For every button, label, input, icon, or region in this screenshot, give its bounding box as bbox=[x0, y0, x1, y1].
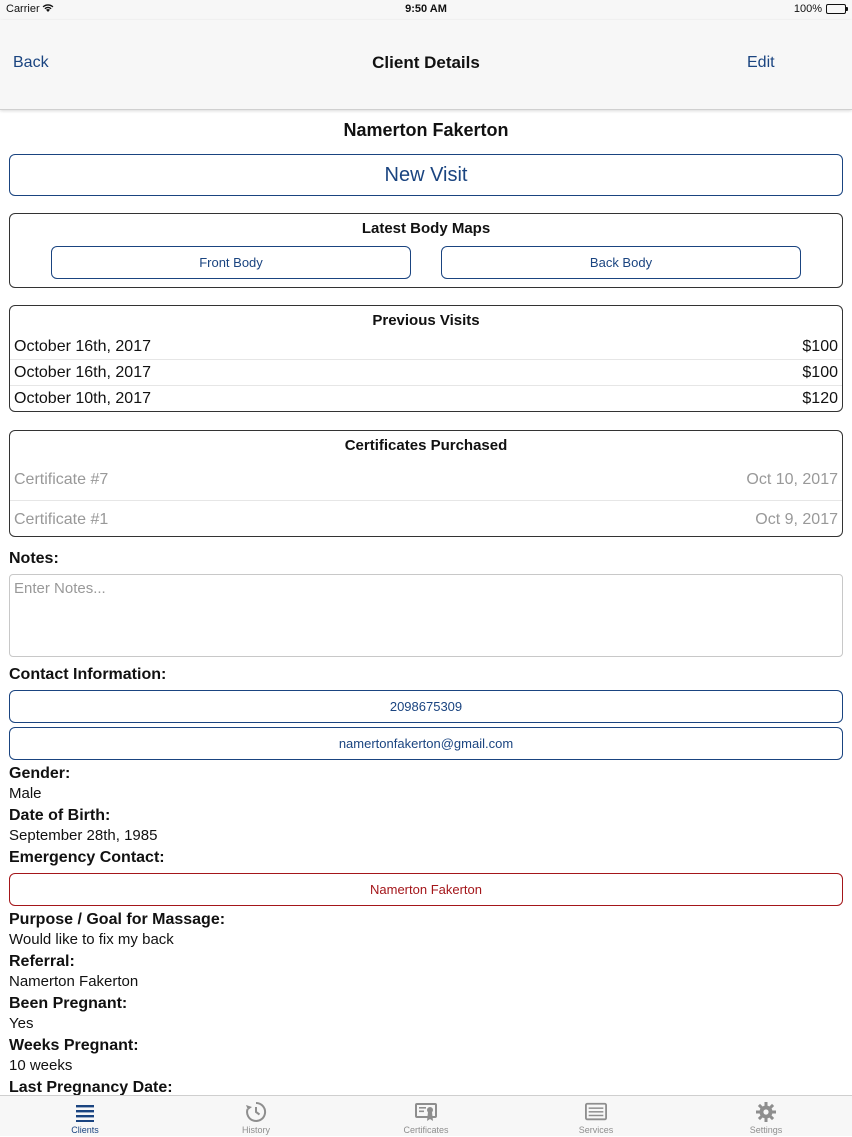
back-body-button[interactable]: Back Body bbox=[441, 246, 801, 279]
email-button[interactable]: namertonfakerton@gmail.com bbox=[9, 727, 843, 760]
visit-amount: $100 bbox=[802, 337, 838, 355]
certificates-title: Certificates Purchased bbox=[344, 437, 508, 454]
phone-button[interactable]: 2098675309 bbox=[9, 690, 843, 723]
front-body-button[interactable]: Front Body bbox=[51, 246, 411, 279]
tab-label: Services bbox=[578, 1125, 614, 1135]
battery-icon bbox=[826, 4, 846, 14]
back-button[interactable]: Back bbox=[13, 54, 49, 71]
certificates-panel bbox=[9, 430, 843, 537]
contact-info-label: Contact Information: bbox=[9, 666, 167, 683]
certificate-row[interactable] bbox=[10, 459, 842, 501]
navigation-bar bbox=[0, 20, 852, 110]
list-icon bbox=[74, 1101, 96, 1123]
visit-date: October 16th, 2017 bbox=[14, 363, 151, 381]
tab-settings[interactable] bbox=[706, 1096, 826, 1137]
visit-row[interactable] bbox=[10, 334, 842, 360]
visit-date: October 10th, 2017 bbox=[14, 390, 151, 407]
tab-history[interactable] bbox=[196, 1096, 316, 1137]
previous-visits-panel bbox=[9, 305, 843, 412]
tab-label: History bbox=[241, 1125, 270, 1135]
notes-label: Notes: bbox=[9, 550, 59, 567]
been-pregnant-label: Been Pregnant: bbox=[9, 995, 128, 1012]
dob-label: Date of Birth: bbox=[9, 807, 111, 824]
visit-date: October 16th, 2017 bbox=[14, 337, 151, 355]
certificate-name: Certificate #7 bbox=[14, 470, 109, 488]
gender-value: Male bbox=[9, 785, 42, 802]
tab-label: Clients bbox=[71, 1125, 99, 1135]
tab-label: Settings bbox=[749, 1125, 783, 1135]
certificate-date: Oct 10, 2017 bbox=[746, 470, 838, 488]
status-bar bbox=[0, 0, 852, 20]
purpose-label: Purpose / Goal for Massage: bbox=[9, 911, 226, 928]
certificate-icon bbox=[415, 1101, 437, 1123]
client-details-scroll-view[interactable] bbox=[0, 111, 852, 1095]
weeks-pregnant-label: Weeks Pregnant: bbox=[9, 1037, 139, 1054]
tab-bar bbox=[0, 1095, 852, 1136]
last-pregnancy-label: Last Pregnancy Date: bbox=[9, 1079, 173, 1095]
visit-amount: $100 bbox=[802, 363, 838, 381]
visit-row[interactable] bbox=[10, 386, 842, 412]
certificate-row[interactable] bbox=[10, 501, 842, 539]
tab-certificates[interactable] bbox=[366, 1096, 486, 1137]
previous-visits-title: Previous Visits bbox=[372, 312, 480, 329]
tab-services[interactable] bbox=[536, 1096, 656, 1137]
certificate-name: Certificate #1 bbox=[14, 511, 109, 528]
new-visit-button[interactable]: New Visit bbox=[9, 154, 843, 196]
history-icon bbox=[245, 1101, 267, 1123]
battery-percent: 100% bbox=[793, 3, 822, 15]
certificate-date: Oct 9, 2017 bbox=[755, 511, 838, 528]
been-pregnant-value: Yes bbox=[9, 1015, 34, 1032]
tab-clients[interactable] bbox=[25, 1096, 145, 1137]
edit-button[interactable]: Edit bbox=[747, 54, 775, 71]
emergency-contact-label: Emergency Contact: bbox=[9, 849, 165, 866]
referral-label: Referral: bbox=[9, 953, 75, 970]
emergency-contact-button[interactable]: Namerton Fakerton bbox=[9, 873, 843, 906]
referral-value: Namerton Fakerton bbox=[9, 973, 139, 990]
gear-icon bbox=[755, 1101, 777, 1123]
gender-label: Gender: bbox=[9, 765, 71, 782]
client-name: Namerton Fakerton bbox=[343, 120, 509, 140]
weeks-pregnant-value: 10 weeks bbox=[9, 1057, 73, 1074]
body-maps-title: Latest Body Maps bbox=[361, 220, 491, 237]
visit-row[interactable] bbox=[10, 360, 842, 386]
notes-input[interactable]: Enter Notes... bbox=[9, 574, 843, 657]
page-title: Client Details bbox=[372, 53, 480, 72]
tab-label: Certificates bbox=[403, 1125, 449, 1135]
purpose-value: Would like to fix my back bbox=[9, 931, 174, 948]
visit-amount: $120 bbox=[802, 390, 838, 407]
dob-value: September 28th, 1985 bbox=[9, 827, 158, 844]
status-time: 9:50 AM bbox=[405, 3, 447, 15]
services-icon bbox=[585, 1101, 607, 1123]
carrier-label: Carrier bbox=[6, 3, 40, 15]
body-maps-panel bbox=[9, 213, 843, 288]
